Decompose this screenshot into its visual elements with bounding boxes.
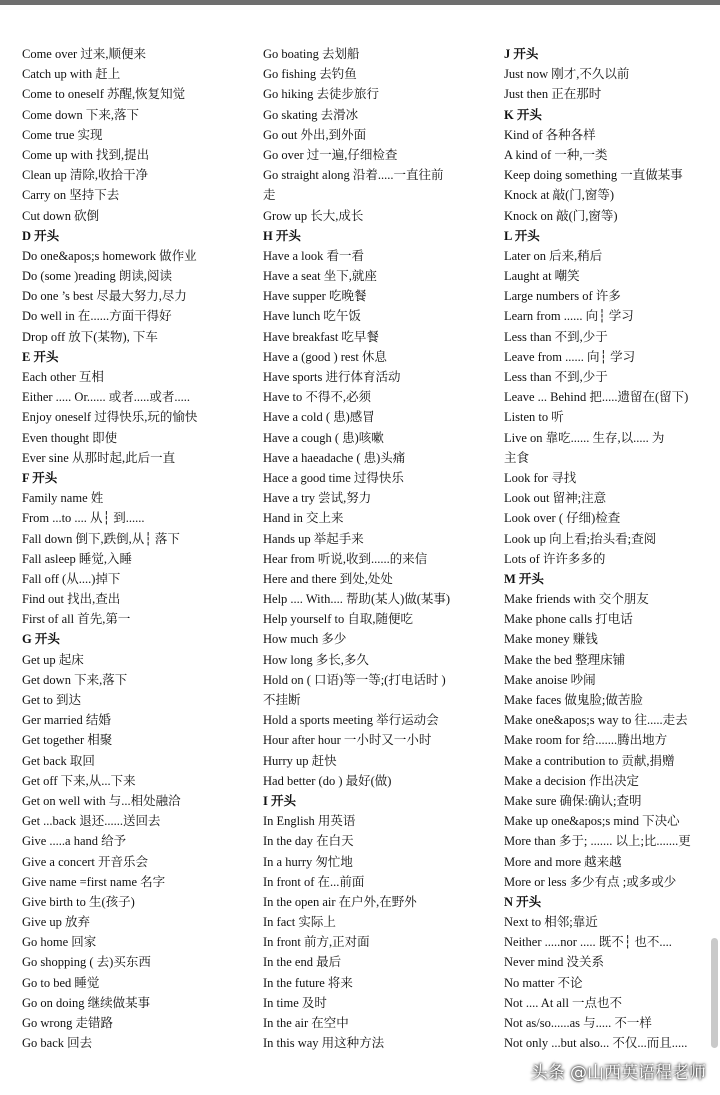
phrase-entry: Get off 下来,从...下来 (22, 773, 136, 788)
phrase-entry: Clean up 清除,收拾干净 (22, 168, 149, 183)
phrase-entry: In front 前方,正对面 (263, 935, 370, 950)
phrase-entry: Knock on 敲(门,窗等) (504, 208, 618, 223)
phrase-entry: Give name =first name 名字 (22, 874, 166, 889)
phrase-entry: Learn from ...... 向┆ 学习 (504, 309, 634, 324)
phrase-entry: Laught at 嘲笑 (504, 269, 580, 284)
phrase-entry: Give a concert 开音乐会 (22, 854, 149, 869)
phrase-entry: Carry on 坚持下去 (22, 188, 120, 203)
phrase-entry: Hands up 举起手来 (263, 531, 364, 546)
phrase-entry: Make anoise 吵闹 (504, 672, 596, 687)
phrase-entry: Have to 不得不,必须 (263, 390, 371, 405)
phrase-entry: Find out 找出,查出 (22, 592, 121, 607)
phrase-entry: In English 用英语 (263, 814, 356, 829)
phrase-entry: A kind of 一种,一类 (504, 147, 608, 162)
phrase-entry: Knock at 敲(门,窗等) (504, 188, 615, 203)
phrase-entry: Have a try 尝试,努力 (263, 491, 372, 506)
phrase-entry: Go home 回家 (22, 935, 97, 950)
top-status-bar (0, 0, 720, 5)
phrase-entry: Never mind 没关系 (504, 955, 604, 970)
phrase-entry: Make the bed 整理床铺 (504, 652, 626, 667)
phrase-column-1 (22, 44, 254, 1053)
phrase-entry: Hear from 听说,收到......的来信 (263, 551, 428, 566)
phrase-entry: Go out 外出,到外面 (263, 127, 367, 142)
phrase-entry: Ever sine 从那时起,此后一直 (22, 450, 176, 465)
phrase-entry: Come down 下来,落下 (22, 107, 140, 122)
scrollbar-thumb[interactable] (711, 938, 718, 1048)
phrase-entry: Get together 相聚 (22, 733, 113, 748)
phrase-entry: Look for 寻找 (504, 470, 577, 485)
phrase-entry: Give up 放弃 (22, 915, 91, 930)
phrase-entry: Live on 靠吃...... 生存,以..... 为 (504, 430, 665, 445)
phrase-entry: Get up 起床 (22, 652, 84, 667)
phrase-entry: Go over 过一遍,仔细检查 (263, 147, 398, 162)
section-heading: K 开头 (504, 107, 542, 122)
phrase-entry: Either ..... Or...... 或者.....或者..... (22, 390, 191, 405)
phrase-entry: Leave from ...... 向┆ 学习 (504, 349, 636, 364)
phrase-entry: Ger married 结婚 (22, 713, 111, 728)
phrase-entry: Less than 不到,少于 (504, 329, 608, 344)
phrase-entry: Look out 留神;注意 (504, 491, 607, 506)
phrase-entry: Just now 刚才,不久以前 (504, 67, 630, 82)
phrase-entry: Have breakfast 吃早餐 (263, 329, 379, 344)
phrase-entry: In the end 最后 (263, 955, 342, 970)
phrase-entry: Make money 赚钱 (504, 632, 598, 647)
phrase-entry: Fall off (从....)掉下 (22, 571, 121, 586)
phrase-entry: Next to 相邻;靠近 (504, 915, 598, 930)
phrase-entry: Go boating 去划船 (263, 47, 360, 61)
phrase-entry: Go fishing 去钓鱼 (263, 67, 357, 82)
phrase-entry: Neither .....nor ..... 既不┆ 也不.... (504, 935, 672, 950)
phrase-entry: Have a cough ( 患)咳嗽 (263, 430, 384, 445)
phrase-entry: Catch up with 赶上 (22, 67, 121, 82)
phrase-entry: Have a (good ) rest 休息 (263, 349, 387, 364)
phrase-entry: Hold on ( 口语)等一等;(打电话时 ) (263, 672, 446, 687)
phrase-entry: Listen to 听 (504, 410, 564, 425)
phrase-column-2 (263, 44, 499, 1053)
phrase-entry: Do one ’s best 尽最大努力,尽力 (22, 289, 187, 304)
phrase-entry: Help yourself to 自取,随便吃 (263, 612, 413, 627)
section-heading: E 开头 (22, 349, 59, 364)
phrase-entry: Come over 过来,顺便来 (22, 47, 146, 61)
section-heading: N 开头 (504, 894, 542, 909)
section-heading: H 开头 (263, 228, 301, 243)
phrase-entry: Go on doing 继续做某事 (22, 995, 151, 1010)
phrase-entry: Have lunch 吃午饭 (263, 309, 361, 324)
phrase-entry: 走 (263, 188, 276, 203)
phrase-entry: Go to bed 睡觉 (22, 975, 100, 990)
phrase-entry: Get back 取回 (22, 753, 95, 768)
phrase-entry: 主食 (504, 450, 530, 465)
phrase-entry: 不挂断 (263, 693, 301, 707)
phrase-entry: In this way 用这种方法 (263, 1036, 385, 1051)
section-heading: M 开头 (504, 571, 544, 586)
phrase-entry: Not .... At all 一点也不 (504, 995, 623, 1010)
phrase-entry: Have a seat 坐下,就座 (263, 269, 377, 284)
phrase-entry: In fact 实际上 (263, 915, 336, 930)
phrase-entry: Make phone calls 打电话 (504, 612, 633, 627)
phrase-entry: Have a haeadache ( 患)头痛 (263, 450, 406, 465)
phrase-entry: In the air 在空中 (263, 1016, 349, 1030)
section-heading: D 开头 (22, 228, 60, 243)
section-heading: L 开头 (504, 228, 540, 243)
phrase-entry: Come to oneself 苏醒,恢复知觉 (22, 87, 186, 102)
phrase-entry: Look over ( 仔细)检查 (504, 511, 621, 526)
phrase-entry: Have a look 看一看 (263, 248, 365, 263)
phrase-entry: Do well in 在......方面干得好 (22, 309, 172, 324)
phrase-entry: Kind of 各种各样 (504, 127, 596, 142)
phrase-column-3 (504, 44, 714, 1053)
phrase-entry: Just then 正在那时 (504, 87, 602, 102)
phrase-entry: Family name 姓 (22, 491, 104, 506)
phrase-entry: Later on 后来,稍后 (504, 248, 603, 263)
phrase-entry: Had better (do ) 最好(做) (263, 773, 392, 788)
phrase-entry: Have supper 吃晚餐 (263, 289, 367, 304)
phrase-entry: From ...to .... 从┆ 到...... (22, 511, 145, 526)
phrase-entry: In the day 在白天 (263, 834, 354, 849)
phrase-entry: Do one&apos;s homework 做作业 (22, 248, 197, 263)
phrase-entry: Look up 向上看;抬头看;查阅 (504, 531, 657, 546)
phrase-entry: Hurry up 赶快 (263, 753, 337, 768)
phrase-entry: Come true 实现 (22, 127, 103, 142)
phrase-entry: Go wrong 走错路 (22, 1016, 113, 1030)
phrase-entry: Even thought 即使 (22, 430, 118, 445)
phrase-entry: Give .....a hand 给予 (22, 834, 127, 849)
phrase-entry: Go skating 去滑冰 (263, 107, 359, 122)
phrase-entry: Make up one&apos;s mind 下决心 (504, 814, 680, 829)
section-heading: G 开头 (22, 632, 60, 647)
phrase-entry: Not as/so......as 与..... 不一样 (504, 1016, 652, 1030)
phrase-entry: More or less 多少有点 ;或多或少 (504, 874, 677, 889)
phrase-entry: Go shopping ( 去)买东西 (22, 955, 151, 970)
phrase-entry: Get ...back 退还......送回去 (22, 814, 161, 829)
phrase-entry: Here and there 到处,处处 (263, 571, 393, 586)
phrase-entry: Hand in 交上来 (263, 511, 344, 526)
phrase-entry: In the open air 在户外,在野外 (263, 894, 417, 909)
phrase-entry: Go back 回去 (22, 1036, 93, 1051)
phrase-entry: No matter 不论 (504, 975, 583, 990)
phrase-entry: More than 多于; ....... 以上;比.......更 (504, 834, 691, 849)
phrase-entry: Make one&apos;s way to 往.....走去 (504, 713, 688, 728)
phrase-entry: First of all 首先,第一 (22, 612, 131, 627)
phrase-entry: Leave ... Behind 把.....遗留在(留下) (504, 390, 689, 405)
phrase-entry: Fall asleep 睡觉,入睡 (22, 551, 133, 566)
phrase-entry: Go hiking 去徒步旅行 (263, 87, 379, 102)
phrase-entry: In a hurry 匆忙地 (263, 854, 353, 869)
phrase-entry: Make room for 给.......腾出地方 (504, 733, 668, 748)
phrase-entry: Fall down 倒下,跌倒,从┆ 落下 (22, 531, 180, 546)
phrase-entry: Get down 下来,落下 (22, 672, 128, 687)
phrase-entry: More and more 越来越 (504, 854, 622, 869)
phrase-entry: How much 多少 (263, 632, 347, 647)
phrase-entry: Hold a sports meeting 举行运动会 (263, 713, 439, 728)
phrase-entry: Hour after hour 一小时又一小时 (263, 733, 432, 748)
phrase-entry: Keep doing something 一直做某事 (504, 168, 683, 183)
phrase-entry: Each other 互相 (22, 370, 104, 384)
phrase-entry: Drop off 放下(某物), 下车 (22, 329, 158, 344)
phrase-entry: Make a decision 作出决定 (504, 773, 640, 788)
watermark-text: 头条 @山西英语程老师 (530, 1063, 706, 1083)
phrase-entry: Give birth to 生(孩子) (22, 894, 135, 909)
phrase-entry: Enjoy oneself 过得快乐,玩的愉快 (22, 410, 198, 425)
phrase-entry: Get on well with 与...相处融洽 (22, 793, 181, 808)
phrase-entry: Grow up 长大,成长 (263, 208, 364, 223)
phrase-entry: Do (some )reading 朗读,阅读 (22, 269, 172, 284)
phrase-entry: Have a cold ( 患)感冒 (263, 410, 375, 425)
phrase-entry: Get to 到达 (22, 693, 82, 707)
phrase-entry: Less than 不到,少于 (504, 370, 608, 384)
phrase-entry: In time 及时 (263, 995, 327, 1010)
section-heading: J 开头 (504, 47, 539, 61)
phrase-entry: Lots of 许许多多的 (504, 551, 606, 566)
phrase-entry: Not only ...but also... 不仅...而且..... (504, 1036, 688, 1051)
phrase-entry: Make sure 确保:确认;查明 (504, 793, 642, 808)
phrase-entry: Go straight along 沿着.....一直往前 (263, 168, 444, 183)
phrase-entry: Make friends with 交个朋友 (504, 592, 649, 607)
phrase-entry: Large numbers of 许多 (504, 289, 621, 304)
phrase-entry: Help .... With.... 帮助(某人)做(某事) (263, 592, 451, 607)
section-heading: I 开头 (263, 793, 296, 808)
phrase-entry: Come up with 找到,提出 (22, 147, 150, 162)
section-heading: F 开头 (22, 470, 58, 485)
phrase-entry: Hace a good time 过得快乐 (263, 470, 404, 485)
phrase-entry: Make faces 做鬼脸;做苦脸 (504, 693, 643, 707)
phrase-entry: Make a contribution to 贡献,捐赠 (504, 753, 675, 768)
phrase-entry: How long 多长,多久 (263, 652, 369, 667)
phrase-entry: Cut down 砍倒 (22, 208, 100, 223)
phrase-entry: Have sports 进行体育活动 (263, 370, 401, 384)
phrase-entry: In the future 将来 (263, 975, 353, 990)
phrase-entry: In front of 在...前面 (263, 874, 365, 889)
